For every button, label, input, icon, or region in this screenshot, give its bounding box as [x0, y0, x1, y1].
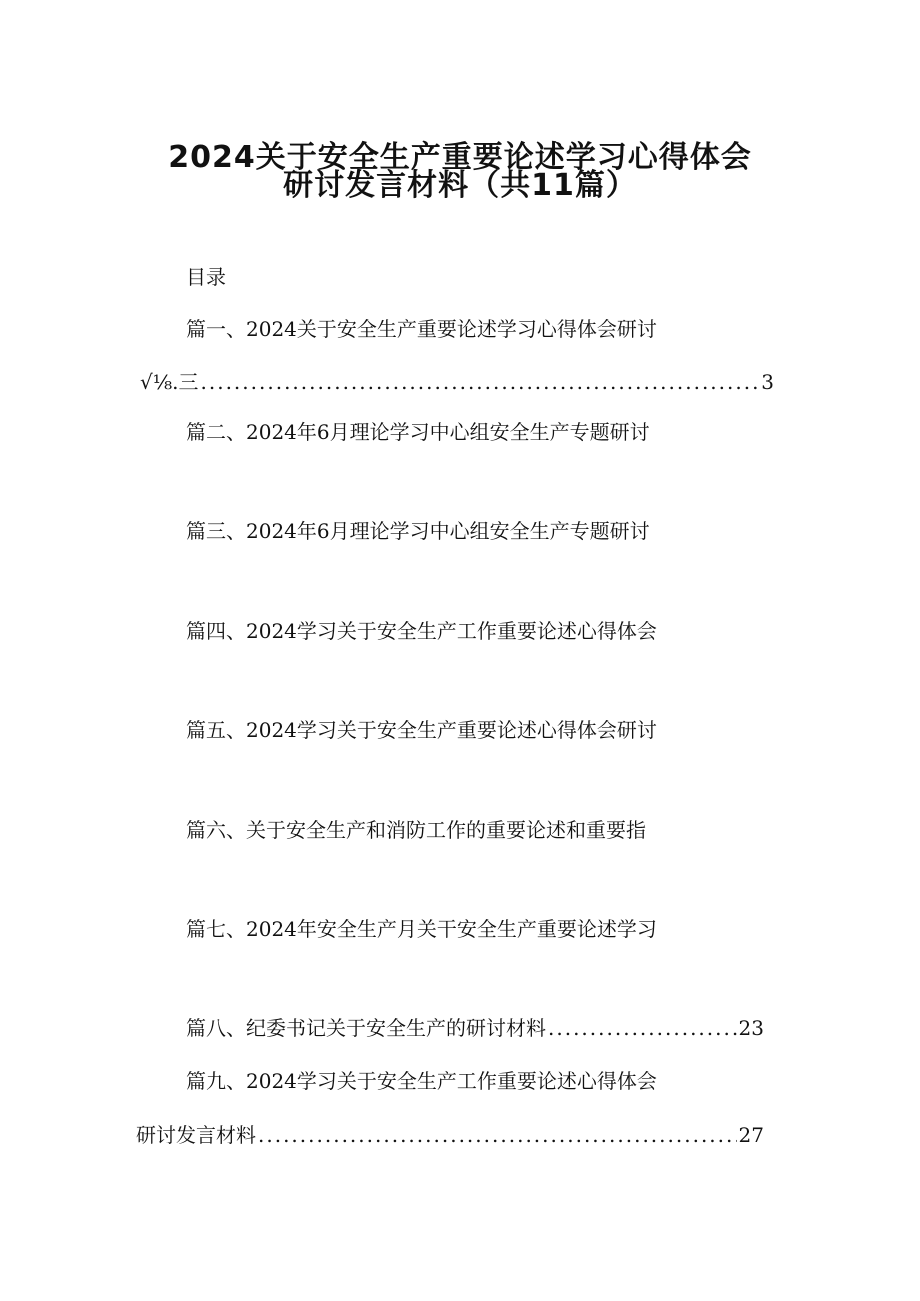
toc-entry-1-line-2 [140, 367, 774, 397]
toc-entry-8-text: 篇八、纪委书记关于安全生产的研讨材料 [186, 1016, 546, 1040]
toc-entry-1-continuation: √⅛.三 [140, 370, 199, 394]
toc-entry-2: 篇二、2024年6月理论学习中心组安全生产专题研讨 [186, 420, 650, 444]
toc-entry-9-line-2 [136, 1120, 764, 1150]
toc-entry-3: 篇三、2024年6月理论学习中心组安全生产专题研讨 [186, 519, 650, 543]
toc-leader-dots [201, 367, 760, 397]
toc-entry-7: 篇七、2024年安全生产月关干安全生产重要论述学习 [186, 917, 657, 941]
toc-entry-8-page: 23 [738, 1016, 764, 1040]
toc-entry-5: 篇五、2024学习关于安全生产重要论述心得体会研讨 [186, 718, 657, 742]
toc-entry-1-line-1: 篇一、2024关于安全生产重要论述学习心得体会研讨 [186, 317, 657, 341]
toc-entry-6: 篇六、关于安全生产和消防工作的重要论述和重要指 [186, 818, 646, 842]
toc-leader-dots [548, 1013, 737, 1043]
toc-entry-9-continuation: 研讨发言材料 [136, 1123, 256, 1147]
toc-entry-4: 篇四、2024学习关于安全生产工作重要论述心得体会 [186, 619, 657, 643]
toc-heading: 目录 [186, 265, 226, 289]
toc-entry-9-page: 27 [738, 1123, 764, 1147]
toc-entry-8 [186, 1013, 764, 1043]
document-title-line-2: 研讨发言材料（共11篇） [283, 168, 637, 203]
toc-entry-9-line-1: 篇九、2024学习关于安全生产工作重要论述心得体会 [186, 1069, 657, 1093]
toc-entry-1-page: 3 [761, 370, 774, 394]
document-title-line-1: 2024关于安全生产重要论述学习心得体会 [168, 140, 752, 175]
toc-leader-dots [258, 1120, 737, 1150]
